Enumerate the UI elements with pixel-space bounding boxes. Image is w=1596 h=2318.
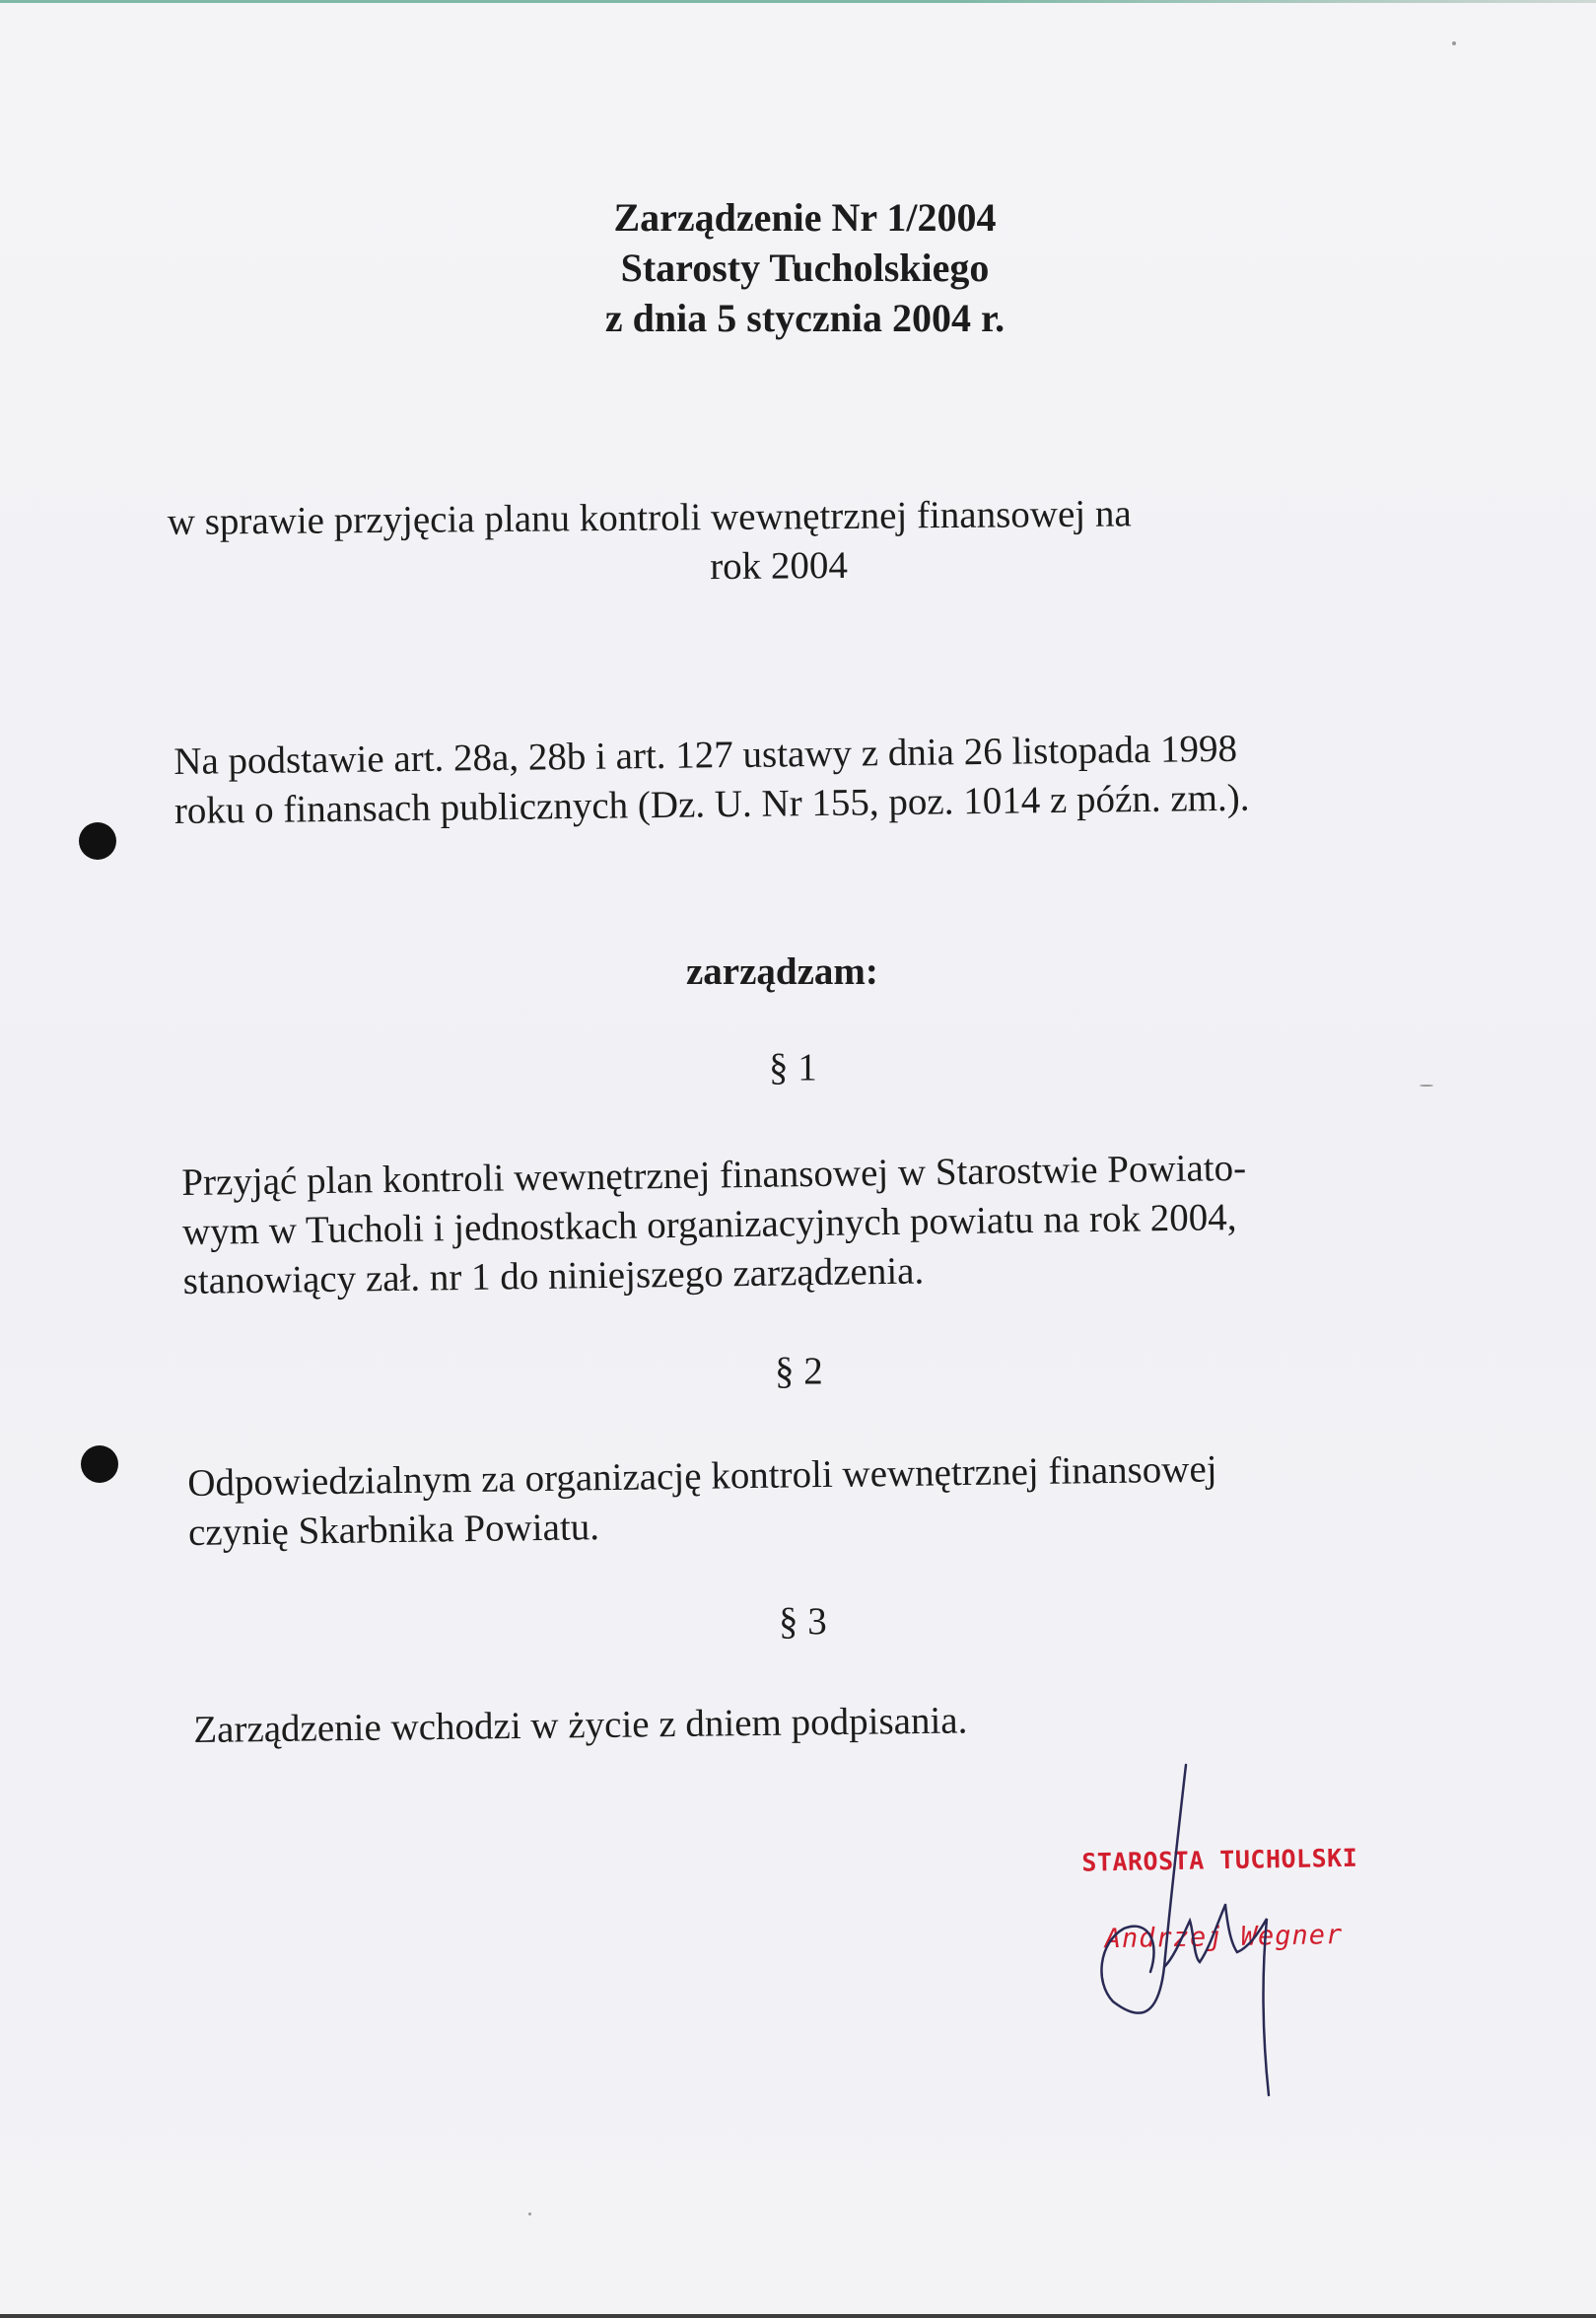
section-2-line-1: Odpowiedzialnym za organizację kontroli wewnętrznej finansowej (187, 1447, 1217, 1505)
document-subject (168, 488, 1283, 597)
document-date: z dnia 5 stycznia 2004 r. (604, 296, 1006, 340)
legal-basis (173, 722, 1446, 836)
document-issuer: Starosty Tucholskiego (620, 246, 990, 290)
handwritten-signature (1079, 1755, 1336, 2110)
scan-speck (1420, 1085, 1433, 1087)
section-1-line-1: Przyjąć plan kontroli wewnętrznej finansowej w Starostwie Powiato- (181, 1146, 1247, 1204)
order-word: zarządzam: (686, 950, 878, 993)
scan-bottom-edge (0, 2314, 1596, 2318)
section-3-line-1: Zarządzenie wchodzi w życie z dniem podpisania. (193, 1699, 968, 1751)
section-mark-1: § 1 (769, 1046, 817, 1089)
punch-hole (81, 1445, 118, 1483)
stamp-title: STAROSTA TUCHOLSKI (1081, 1843, 1358, 1877)
legal-basis-line-2: roku o finansach publicznych (Dz. U. Nr 155, poz. 1014 z późn. zm.). (173, 776, 1250, 832)
scan-speck (528, 2213, 531, 2215)
subject-line-1: w sprawie przyjęcia planu kontroli wewnętrznej finansowej na (167, 492, 1132, 543)
section-mark-2: § 2 (775, 1350, 823, 1392)
scan-speck (1452, 41, 1456, 45)
section-2-line-2: czynię Skarbnika Powiatu. (187, 1506, 600, 1554)
section-1-line-2: wym w Tucholi i jednostkach organizacyjnych powiatu na rok 2004, (181, 1196, 1237, 1253)
section-mark-3: § 3 (779, 1600, 827, 1643)
section-2-text (187, 1441, 1460, 1558)
section-3-text (193, 1690, 1466, 1755)
document-header (0, 192, 1596, 343)
scan-top-edge (0, 0, 1596, 3)
legal-basis-line-1: Na podstawie art. 28a, 28b i art. 127 ustawy z dnia 26 listopada 1998 (173, 727, 1238, 783)
subject-line-2: rok 2004 (710, 543, 849, 589)
punch-hole (79, 822, 116, 860)
document-title: Zarządzenie Nr 1/2004 (613, 195, 997, 240)
stamp-name: Andrzej Wegner (1104, 1920, 1344, 1955)
section-1-text (181, 1141, 1455, 1306)
section-1-line-3: stanowiący zał. nr 1 do niniejszego zarządzenia. (182, 1249, 925, 1302)
